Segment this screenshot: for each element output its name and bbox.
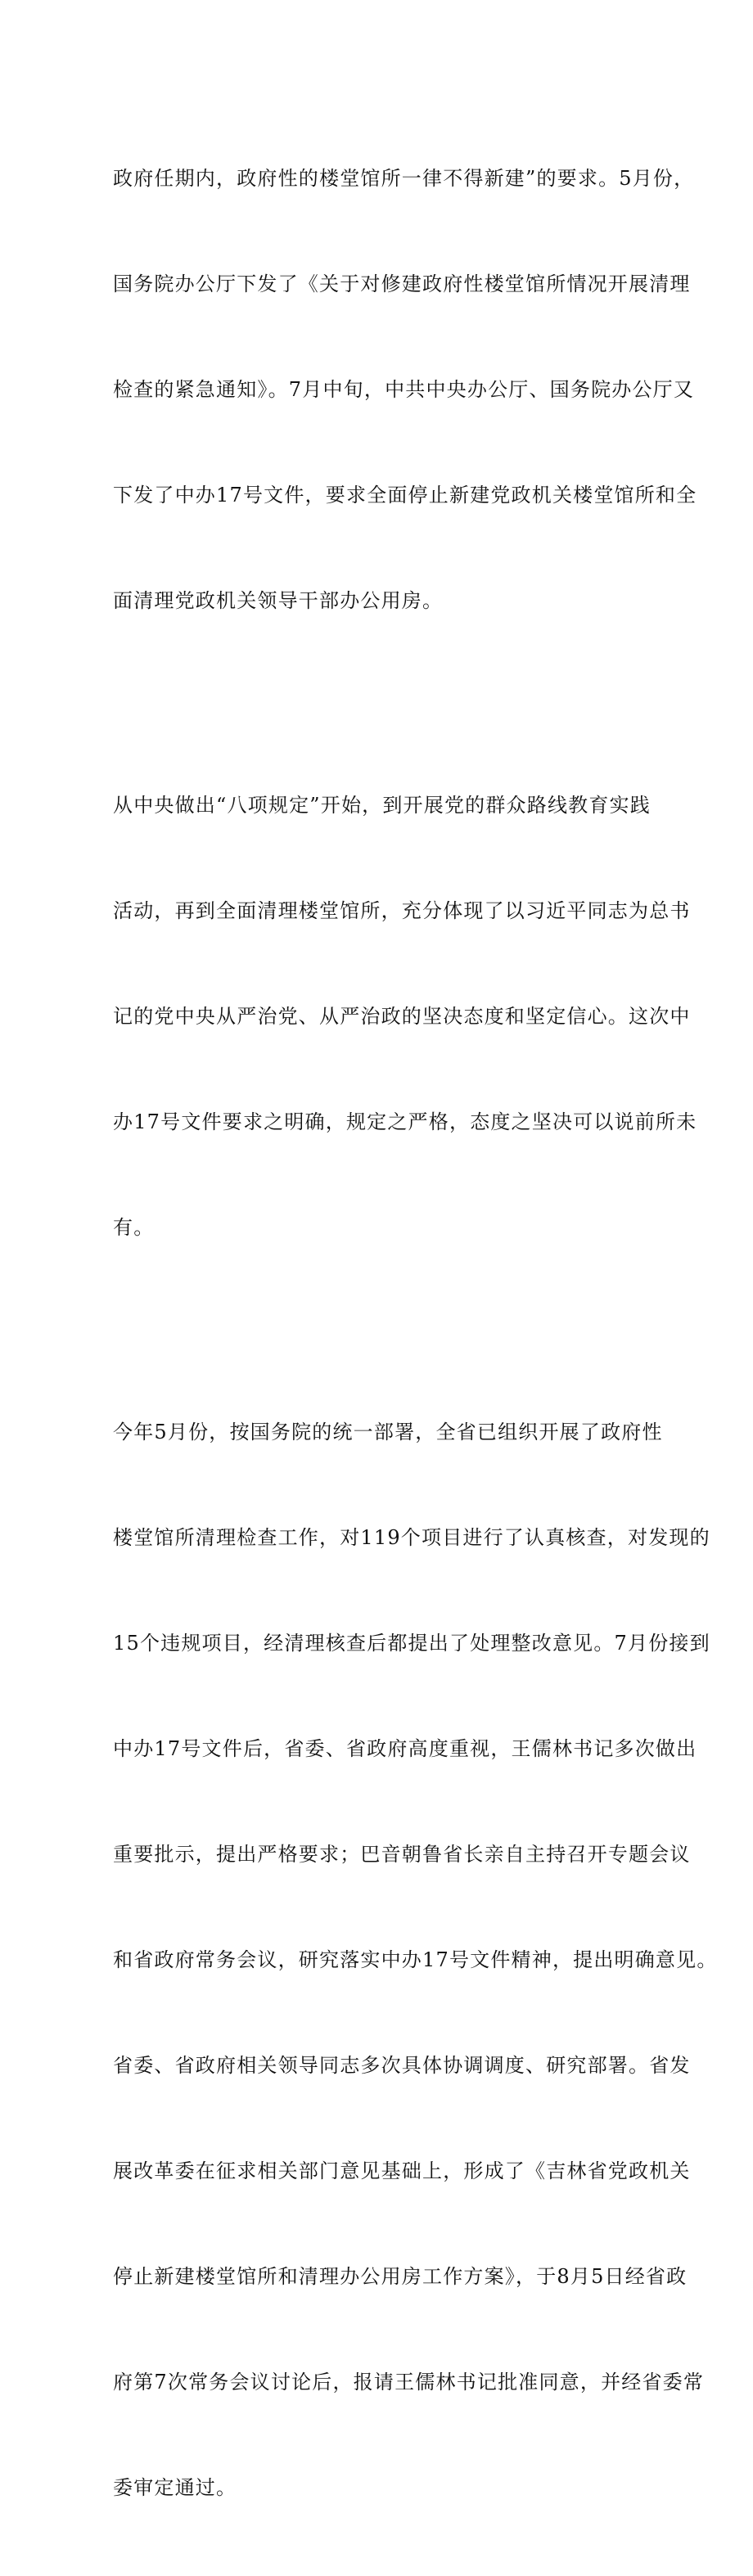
paragraph-1	[113, 91, 697, 689]
text-line: 活动，再到全面清理楼堂馆所，充分体现了以习近平同志为总书	[113, 899, 691, 922]
text-line: 中办17号文件后，省委、省政府高度重视，王儒林书记多次做出	[113, 1737, 697, 1760]
text-line: 和省政府常务会议，研究落实中办17号文件精神，提出明确意见。	[113, 1948, 718, 1971]
text-line: 15个违规项目，经清理核查后都提出了处理整改意见。7月份接到	[113, 1632, 710, 1655]
text-line: 有。	[113, 1216, 155, 1239]
paragraph-2	[113, 718, 697, 1316]
text-line: 政府任期内，政府性的楼堂馆所一律不得新建”的要求。5月份，	[113, 167, 695, 190]
text-line: 重要批示，提出严格要求；巴音朝鲁省长亲自主持召开专题会议	[113, 1843, 691, 1866]
paragraph-3	[113, 1344, 718, 2576]
text-line: 下发了中办17号文件，要求全面停止新建党政机关楼堂馆所和全	[113, 484, 697, 507]
document-body	[113, 91, 718, 2576]
text-line: 检查的紧急通知》。7月中旬，中共中央办公厅、国务院办公厅又	[113, 378, 695, 401]
text-line: 楼堂馆所清理检查工作，对119个项目进行了认真核查，对发现的	[113, 1526, 710, 1549]
text-line: 省委、省政府相关领导同志多次具体协调调度、研究部署。省发	[113, 2054, 691, 2077]
text-line: 府第7次常务会议讨论后，报请王儒林书记批准同意，并经省委常	[113, 2371, 705, 2394]
text-line: 展改革委在征求相关部门意见基础上，形成了《吉林省党政机关	[113, 2159, 691, 2182]
text-line: 停止新建楼堂馆所和清理办公用房工作方案》，于8月5日经省政	[113, 2265, 688, 2288]
text-line: 办17号文件要求之明确，规定之严格，态度之坚决可以说前所未	[113, 1110, 697, 1133]
text-line: 面清理党政机关领导干部办公用房。	[113, 589, 444, 612]
text-line: 委审定通过。	[113, 2476, 237, 2499]
text-line: 从中央做出“八项规定”开始，到开展党的群众路线教育实践	[113, 794, 651, 817]
text-line: 国务院办公厅下发了《关于对修建政府性楼堂馆所情况开展清理	[113, 272, 691, 295]
text-line: 今年5月份，按国务院的统一部署，全省已组织开展了政府性	[113, 1421, 663, 1443]
text-line: 记的党中央从严治党、从严治政的坚决态度和坚定信心。这次中	[113, 1005, 691, 1028]
